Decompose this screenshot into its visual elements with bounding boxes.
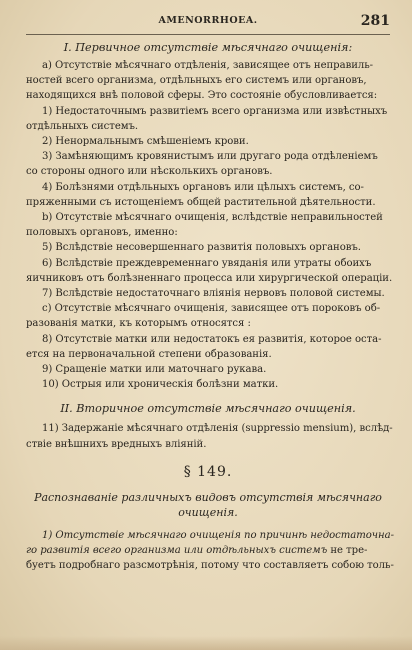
section-body-secondary (26, 421, 393, 451)
section-heading-primary (26, 41, 390, 54)
text-line: 11) Задержаніе мѣсячнаго отдѣленія (suppressio mensium), вслѣд- (42, 423, 393, 435)
text-line: c) Отсутствіе мѣсячнаго очищенія, зависящее отъ пороковъ об- (42, 303, 381, 315)
text-line: а) Отсутствіе мѣсячнаго отдѣленія, зависящее отъ неправиль- (42, 60, 374, 71)
text-line: пряженными съ истощеніемъ общей растительной дѣятельности. (26, 196, 376, 208)
text-line: 3) Замѣняющимъ кровянистымъ или другаго рода отдѣленіемъ (42, 151, 378, 163)
text-line: 2) Ненормальнымъ смѣшеніемъ крови. (42, 136, 249, 148)
text-line: со стороны одного или нѣсколькихъ органовъ. (26, 166, 273, 178)
text-line: 7) Вслѣдствіе недостаточнаго вліянія нервовъ половой системы. (42, 288, 385, 300)
text-line: 1) Недостаточнымъ развитіемъ всего организма или извѣстныхъ (42, 105, 388, 117)
section-heading-secondary (26, 402, 390, 415)
subsection-heading-line: Распознаваніе различныхъ видовъ отсутствія мѣсячнаго (34, 490, 382, 504)
running-title: AMENORRHOEA. (158, 15, 258, 26)
text-line: 10) Острыя или хроническія болѣзни матки. (42, 379, 279, 391)
text-line: 8) Отсутствіе матки или недостатокъ ея развитія, которое оста- (42, 333, 382, 345)
text-line: 9) Сращеніе матки или маточнаго рукава. (42, 364, 267, 376)
section-title: I. Первичное отсутствіе мѣсячнаго очищенія: (63, 41, 353, 54)
text-line (26, 543, 390, 558)
text-line: яичниковъ отъ болѣзненнаго процесса или хирургической операціи. (26, 272, 393, 284)
text-line: 5) Вслѣдствіе несовершеннаго развитія половыхъ органовъ. (42, 242, 361, 254)
text-line: 6) Вслѣдствіе преждевременнаго увяданія или утраты обоихъ (42, 257, 372, 269)
italic-fragment: го развитія всего организма или отдѣльныхъ системъ (26, 545, 328, 557)
section-body-primary (26, 58, 393, 392)
text-line: ностей всего организма, отдѣльныхъ его системъ или органовъ, (26, 75, 367, 87)
text-line: разованія матки, къ которымъ относятся : (26, 318, 251, 330)
text-line: 4) Болѣзнями отдѣльныхъ органовъ или цѣлыхъ системъ, со- (42, 181, 364, 193)
text-line: половыхъ органовъ, именно: (26, 227, 178, 239)
subsection-heading-line: очищенія. (178, 505, 238, 519)
text-line: ется на первоначальной степени образованія. (26, 348, 272, 360)
page-number: 281 (360, 13, 390, 29)
page-header (26, 14, 390, 35)
subsection-heading (26, 490, 390, 520)
text-line: буетъ подробнаго разсмотрѣнія, потому что составляетъ собою толь- (26, 560, 394, 572)
text-line: b) Отсутствіе мѣсячнаго очищенія, вслѣдствіе неправильностей (42, 212, 383, 224)
text-fragment: не тре- (327, 545, 368, 557)
text-line: отдѣльныхъ системъ. (26, 120, 139, 132)
paragraph-number: § 149. (183, 463, 233, 480)
text-line: 1) Отсутствіе мѣсячнаго очищенія по причинѣ недостаточна- (42, 529, 394, 541)
text-line: находящихся внѣ половой сферы. Это состояніе обусловливается: (26, 90, 378, 102)
text-line: ствіе внѣшнихъ вредныхъ вліяній. (26, 438, 207, 450)
final-paragraph (26, 528, 394, 574)
page-edge-shading (0, 636, 412, 650)
section-title: II. Вторичное отсутствіе мѣсячнаго очищенія. (60, 402, 356, 416)
